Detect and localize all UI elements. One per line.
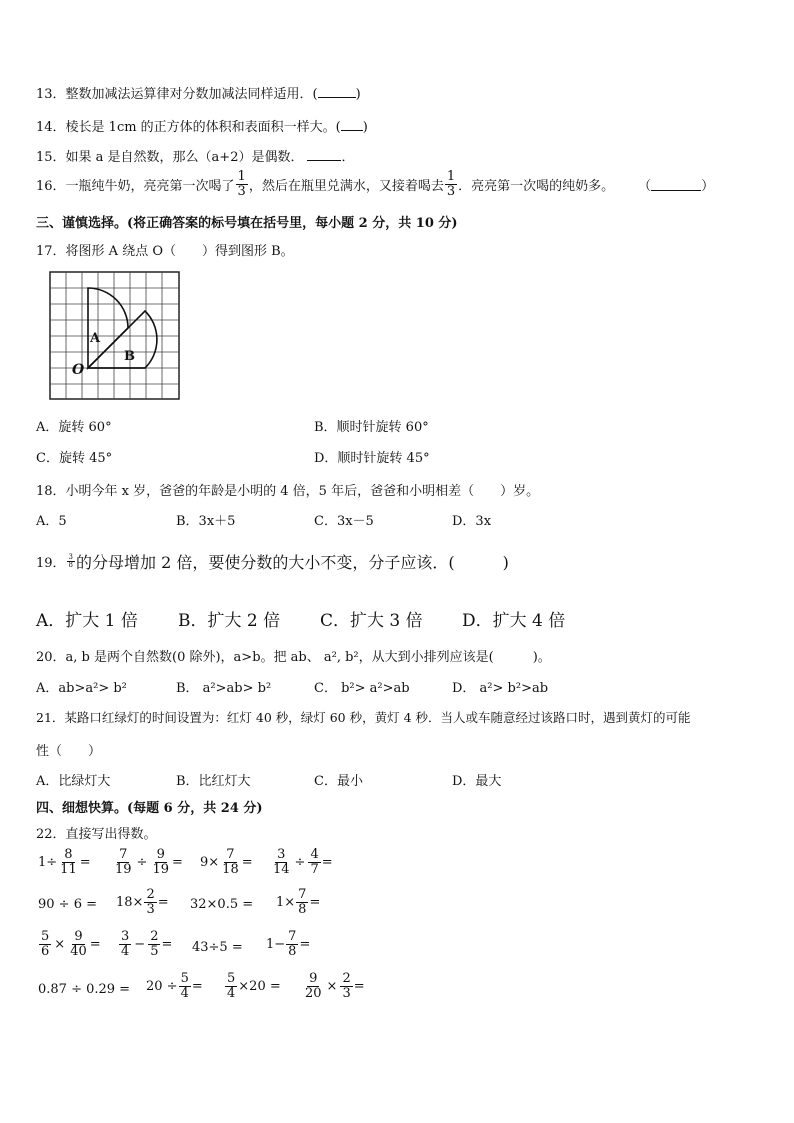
option-b[interactable]: B．3x＋5 [176, 514, 236, 529]
fraction: $\frac{1}{3}$ [237, 169, 246, 199]
fraction: $\frac{3}{8}$ [68, 553, 74, 569]
question-16: 16．一瓶纯牛奶，亮亮第一次喝了 $\frac{1}{3}$ ，然后在瓶里兑满水，又接着喝去 $\frac{1}{3}$ ．亮亮第一次喝的纯奶多。 （ ） [36, 169, 715, 199]
fraction: $\frac{2}{3}$ [342, 971, 351, 1001]
option-b[interactable]: B．比红灯大 [176, 774, 251, 789]
option-a[interactable]: A．比绿灯大 [36, 774, 111, 789]
question-19: 19． $\frac{3}{8}$ 的分母增加 2 倍，要使分数的大小不变，分子应该．( ) [36, 553, 509, 572]
svg-text:B: B [124, 349, 135, 364]
fraction: $\frac{9}{40}$ [70, 929, 87, 959]
question-17: 17．将图形 A 绕点 O（ ）得到图形 B。 [36, 244, 294, 259]
section-heading-3: 三、谨慎选择。(将正确答案的标号填在括号里，每小题 2 分，共 10 分) [36, 216, 458, 231]
fraction: $\frac{2}{5}$ [150, 929, 159, 959]
option-a[interactable]: A．旋转 60° [36, 420, 112, 435]
option-c[interactable]: C．旋转 45° [36, 451, 113, 466]
answer-blank[interactable] [318, 85, 356, 98]
fraction: $\frac{1}{3}$ [446, 169, 456, 199]
calc-expression: $\frac{3}{14}$ ÷ $\frac{4}{7}$ = [273, 847, 333, 877]
calc-expression: 32×0.5 = [190, 897, 254, 912]
svg-text:O: O [72, 362, 85, 378]
option-c[interactable]: C． b²> a²>ab [314, 681, 410, 696]
answer-blank[interactable] [307, 148, 341, 161]
option-b[interactable]: B． a²>ab> b² [176, 681, 272, 696]
calc-expression: 43÷5 = [192, 940, 243, 955]
calc-expression: 9× $\frac{7}{18}$ = [200, 847, 253, 877]
fraction: $\frac{7}{19}$ [115, 847, 132, 877]
fraction: $\frac{7}{8}$ [298, 887, 307, 917]
fraction: $\frac{9}{19}$ [152, 847, 169, 877]
calc-expression: 90 ÷ 6 = [38, 897, 97, 912]
fraction: $\frac{3}{4}$ [121, 929, 130, 959]
question-13: 13．整数加减法运算律对分数加减法同样适用．( ) [36, 87, 361, 102]
option-c[interactable]: C．最小 [314, 774, 363, 789]
fraction: $\frac{7}{8}$ [288, 929, 297, 959]
option-b[interactable]: B．顺时针旋转 60° [314, 420, 429, 435]
fraction: $\frac{5}{6}$ [41, 929, 50, 959]
option-d[interactable]: D．扩大 4 倍 [462, 611, 566, 631]
fraction: $\frac{3}{14}$ [273, 847, 290, 877]
calc-expression: 18× $\frac{2}{3}$ = [116, 887, 169, 917]
option-d[interactable]: D． a²> b²>ab [452, 681, 549, 696]
shape-a [88, 288, 128, 368]
answer-blank[interactable] [341, 118, 363, 131]
fraction: $\frac{5}{4}$ [180, 971, 189, 1001]
option-c[interactable]: C．扩大 3 倍 [320, 611, 423, 631]
option-a[interactable]: A．扩大 1 倍 [36, 611, 138, 631]
fraction: $\frac{4}{7}$ [310, 847, 319, 877]
svg-text:A: A [90, 331, 101, 346]
question-21-continued: 性（ ） [36, 744, 102, 759]
question-20: 20．a, b 是两个自然数(0 除外)，a>b。把 ab、 a², b²，从大到小排列应该是( )。 [36, 650, 551, 665]
option-b[interactable]: B．扩大 2 倍 [178, 611, 281, 631]
question-18: 18．小明今年 x 岁，爸爸的年龄是小明的 4 倍，5 年后，爸爸和小明相差（ ）岁。 [36, 484, 540, 499]
calc-expression: $\frac{5}{4}$ ×20 = [227, 971, 281, 1001]
option-c[interactable]: C．3x－5 [314, 514, 374, 529]
answer-blank[interactable] [651, 178, 701, 191]
question-22: 22．直接写出得数。 [36, 827, 157, 842]
fraction: $\frac{9}{20}$ [305, 971, 322, 1001]
calc-expression: $\frac{3}{4}$ − $\frac{2}{5}$ = [121, 929, 173, 959]
calc-expression: 1× $\frac{7}{8}$ = [276, 887, 321, 917]
calc-expression: 20 ÷ $\frac{5}{4}$ = [146, 971, 203, 1001]
calc-expression: $\frac{5}{6}$ × $\frac{9}{40}$ = [41, 929, 101, 959]
option-a[interactable]: A．5 [36, 514, 67, 529]
calc-expression: 1÷ $\frac{8}{11}$ = [38, 847, 91, 877]
rotation-figure [48, 270, 183, 402]
fraction: $\frac{8}{11}$ [60, 847, 77, 877]
fraction: $\frac{2}{3}$ [146, 887, 155, 917]
question-14: 14．棱长是 1cm 的正方体的体积和表面积一样大。( ) [36, 120, 368, 135]
section-heading-4: 四、细想快算。(每题 6 分，共 24 分) [36, 801, 263, 816]
fraction: $\frac{5}{4}$ [227, 971, 236, 1001]
question-15: 15．如果 a 是自然数，那么（a+2）是偶数． ． [36, 150, 355, 165]
calc-expression: $\frac{7}{19}$ ÷ $\frac{9}{19}$ = [115, 847, 183, 877]
fraction: $\frac{7}{18}$ [222, 847, 239, 877]
option-d[interactable]: D．顺时针旋转 45° [314, 451, 430, 466]
calc-expression: 0.87 ÷ 0.29 = [38, 982, 131, 997]
option-d[interactable]: D．最大 [452, 774, 502, 789]
option-a[interactable]: A．ab>a²> b² [36, 681, 127, 696]
calc-expression: 1− $\frac{7}{8}$ = [266, 929, 311, 959]
question-21: 21．某路口红绿灯的时间设置为：红灯 40 秒，绿灯 60 秒，黄灯 4 秒．当人或车随意经过该路口时，遇到黄灯的可能 [36, 710, 691, 725]
option-d[interactable]: D．3x [452, 514, 492, 529]
calc-expression: $\frac{9}{20}$ × $\frac{2}{3}$ = [305, 971, 365, 1001]
